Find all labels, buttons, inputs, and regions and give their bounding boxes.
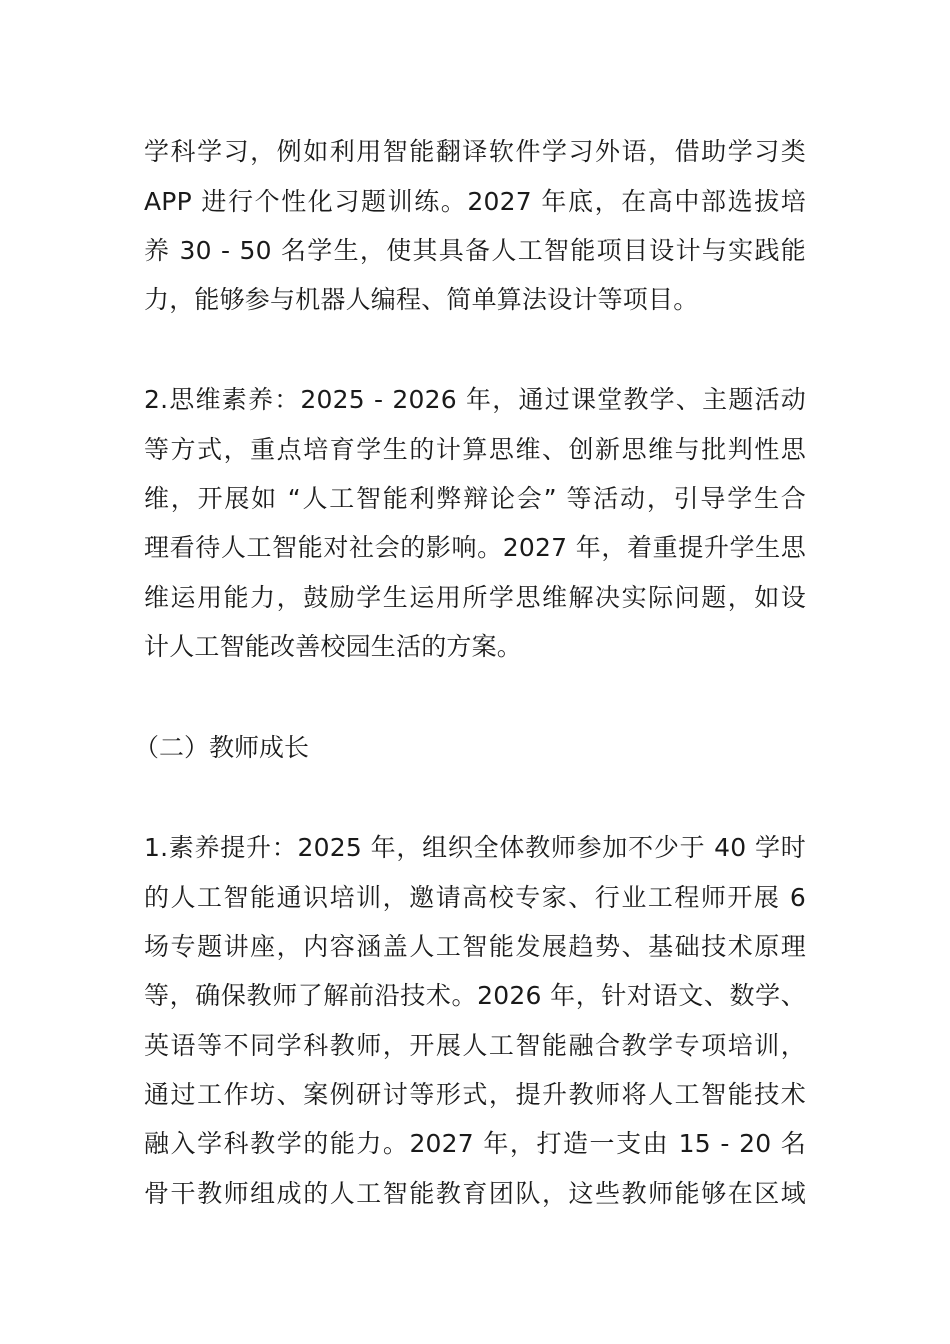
section-heading: （二）教师成长: [134, 733, 310, 762]
paragraph-2-line-1: 2.思维素养：2025 - 2026 年，通过课堂教学、主题活动: [144, 385, 806, 414]
paragraph-1-line-1: 学科学习，例如利用智能翻译软件学习外语，借助学习类: [144, 137, 806, 166]
paragraph-2-line-4: 理看待人工智能对社会的影响。2027 年，着重提升学生思: [144, 533, 806, 562]
paragraph-3-line-5: 英语等不同学科教师，开展人工智能融合教学专项培训，: [144, 1031, 806, 1060]
paragraph-3-line-6: 通过工作坊、案例研讨等形式，提升教师将人工智能技术: [144, 1080, 806, 1109]
paragraph-2-line-2: 等方式，重点培育学生的计算思维、创新思维与批判性思: [144, 435, 806, 464]
paragraph-1-line-4: 力，能够参与机器人编程、简单算法设计等项目。: [144, 285, 699, 314]
paragraph-2-line-6: 计人工智能改善校园生活的方案。: [144, 632, 523, 661]
paragraph-3-line-8: 骨干教师组成的人工智能教育团队，这些教师能够在区域: [144, 1179, 806, 1208]
paragraph-2-line-5: 维运用能力，鼓励学生运用所学思维解决实际问题，如设: [144, 583, 806, 612]
paragraph-1-line-3: 养 30 - 50 名学生，使其具备人工智能项目设计与实践能: [144, 236, 806, 265]
paragraph-3-line-7: 融入学科教学的能力。2027 年，打造一支由 15 - 20 名: [144, 1129, 806, 1158]
paragraph-3-line-4: 等，确保教师了解前沿技术。2026 年，针对语文、数学、: [144, 981, 806, 1010]
paragraph-3-line-2: 的人工智能通识培训，邀请高校专家、行业工程师开展 6: [144, 883, 806, 912]
paragraph-1-line-2: APP 进行个性化习题训练。2027 年底，在高中部选拔培: [144, 187, 806, 216]
paragraph-3-line-1: 1.素养提升：2025 年，组织全体教师参加不少于 40 学时: [144, 833, 806, 862]
paragraph-2-line-3: 维，开展如 “人工智能利弊辩论会” 等活动，引导学生合: [144, 484, 806, 513]
paragraph-3-line-3: 场专题讲座，内容涵盖人工智能发展趋势、基础技术原理: [144, 932, 806, 961]
